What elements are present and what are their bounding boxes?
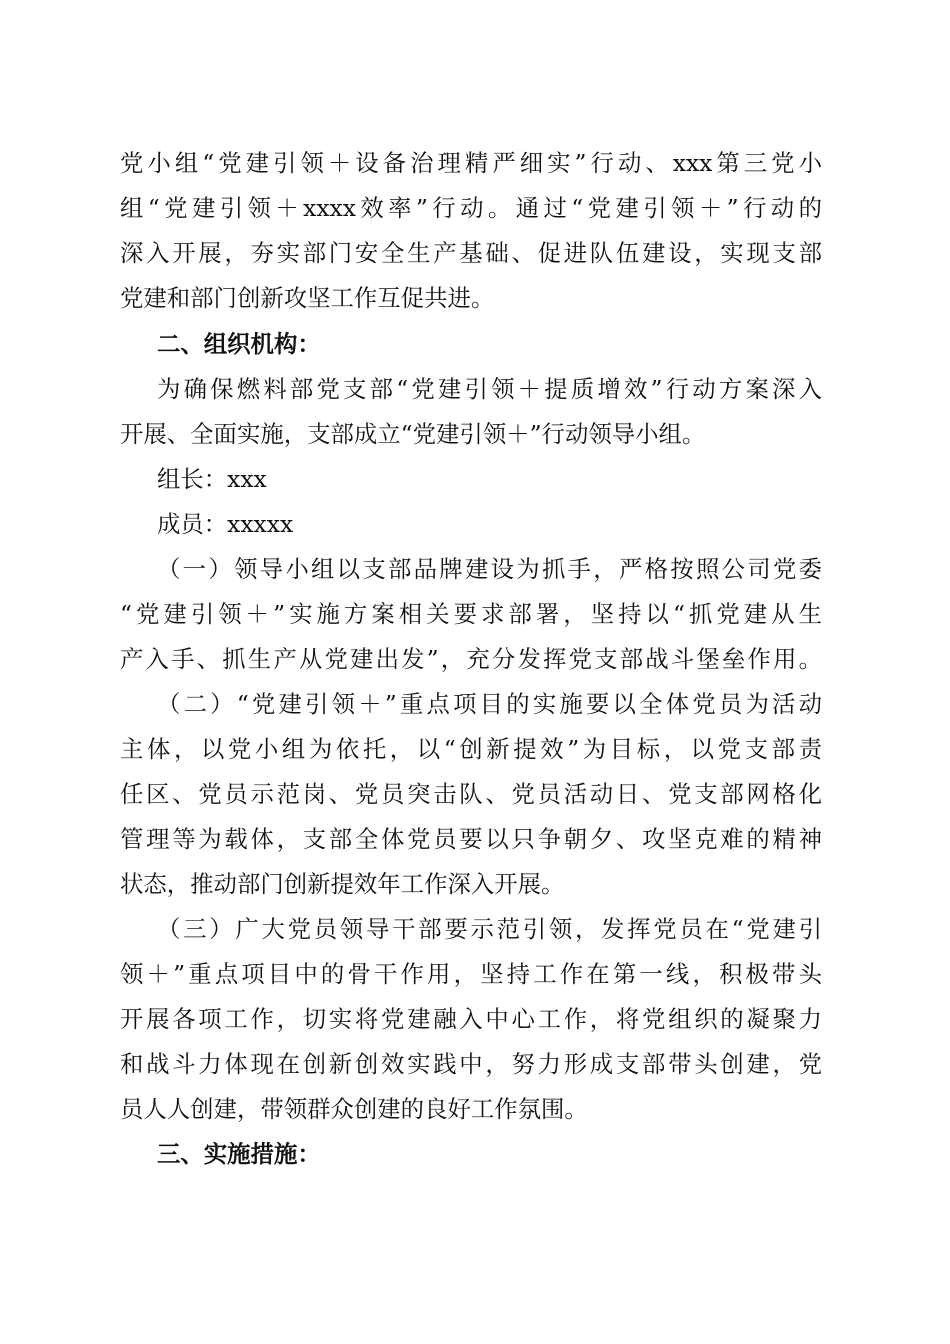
paragraph-line: 党小组“党建引领＋设备治理精严细实”行动、xxx第三党小 bbox=[120, 149, 822, 177]
paragraph-line: 开展、全面实施，支部成立“党建引领＋”行动领导小组。 bbox=[120, 420, 706, 448]
paragraph-line: （一）领导小组以支部品牌建设为抓手，严格按照公司党委 bbox=[157, 555, 822, 583]
paragraph-line: 为确保燃料部党支部“党建引领＋提质增效”行动方案深入 bbox=[157, 375, 822, 403]
paragraph-line: 任区、党员示范岗、党员突击队、党员活动日、党支部网格化 bbox=[120, 780, 822, 808]
paragraph-line: 党建和部门创新攻坚工作互促共进。 bbox=[120, 284, 495, 312]
paragraph-line: 状态，推动部门创新提效年工作深入开展。 bbox=[120, 870, 565, 898]
paragraph-line: 管理等为载体，支部全体党员要以只争朝夕、攻坚克难的精神 bbox=[120, 825, 822, 853]
paragraph-line: 产入手、抓生产从党建出发”，充分发挥党支部战斗堡垒作用。 bbox=[120, 645, 822, 673]
section-heading-measures: 三、实施措施： bbox=[157, 1140, 321, 1168]
group-leader-line: 组长：xxx bbox=[157, 465, 267, 493]
paragraph-line: （二）“党建引领＋”重点项目的实施要以全体党员为活动 bbox=[157, 690, 822, 718]
section-heading-organization: 二、组织机构： bbox=[157, 330, 321, 358]
paragraph-line: 领＋”重点项目中的骨干作用，坚持工作在第一线，积极带头 bbox=[120, 960, 822, 988]
paragraph-line: 员人人创建，带领群众创建的良好工作氛围。 bbox=[120, 1095, 588, 1123]
paragraph-line: （三）广大党员领导干部要示范引领，发挥党员在“党建引 bbox=[157, 915, 822, 943]
paragraph-line: 组“党建引领＋xxxx效率”行动。通过“党建引领＋”行动的 bbox=[120, 194, 822, 222]
paragraph-line: “党建引领＋”实施方案相关要求部署，坚持以“抓党建从生 bbox=[120, 600, 822, 628]
paragraph-line: 主体，以党小组为依托，以“创新提效”为目标，以党支部责 bbox=[120, 735, 822, 763]
paragraph-line: 开展各项工作，切实将党建融入中心工作，将党组织的凝聚力 bbox=[120, 1005, 822, 1033]
paragraph-line: 和战斗力体现在创新创效实践中，努力形成支部带头创建，党 bbox=[120, 1050, 822, 1078]
group-members-line: 成员：xxxxx bbox=[157, 510, 294, 538]
paragraph-line: 深入开展，夯实部门安全生产基础、促进队伍建设，实现支部 bbox=[120, 239, 822, 267]
